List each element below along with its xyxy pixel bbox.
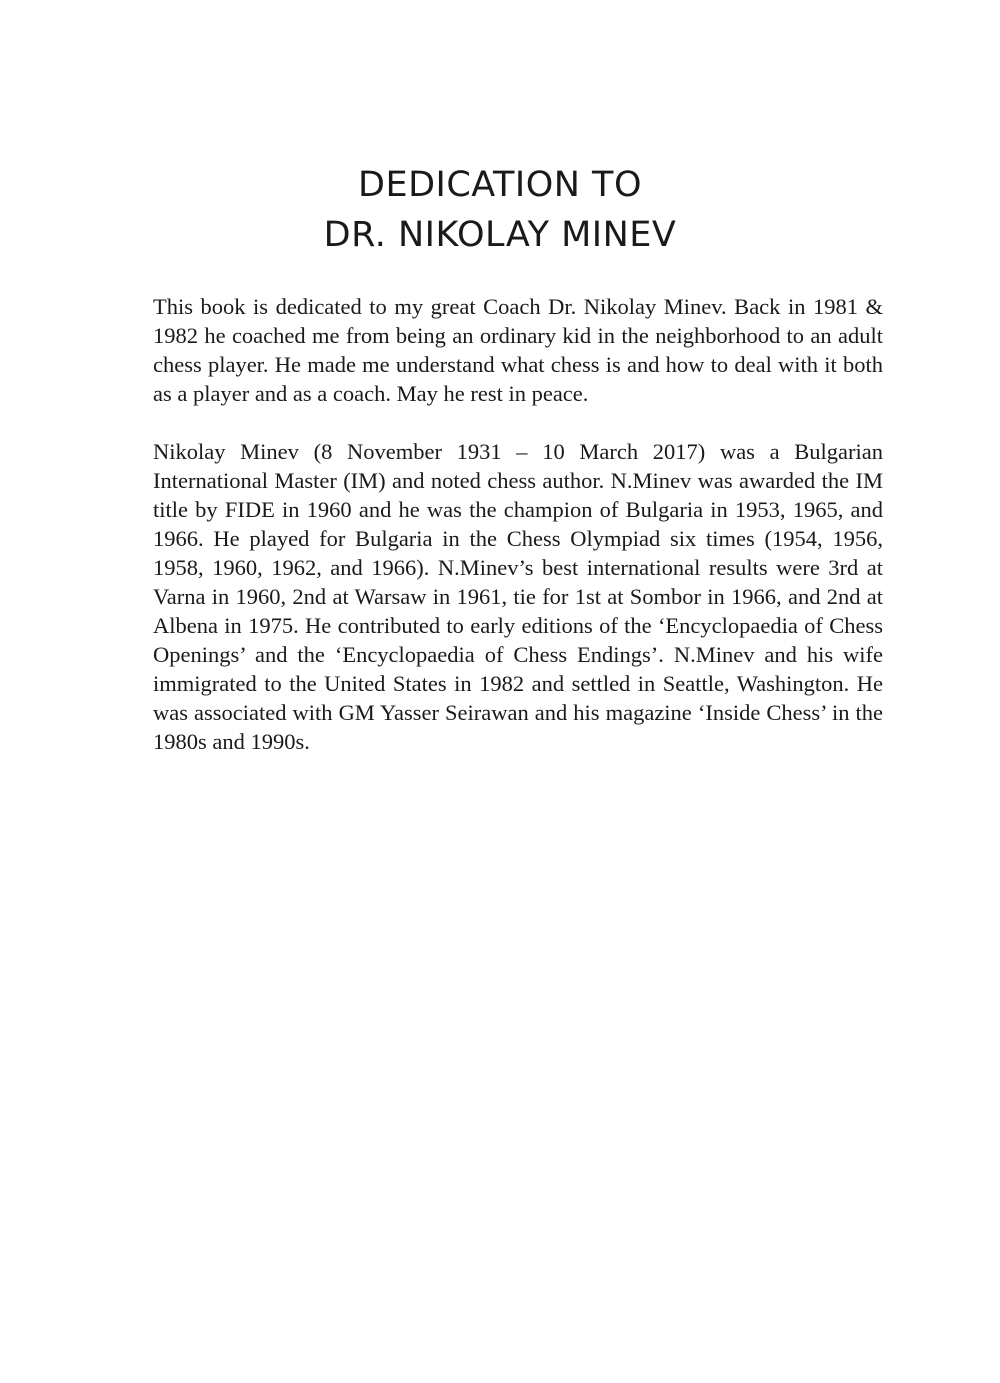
biography-paragraph: Nikolay Minev (8 November 1931 – 10 March 2017) was a Bulgarian International Master (IM) and noted chess author. N.Minev was awarded the IM title by FIDE in 1960 and he was the champion of Bulgaria in 1953, 1965, and 1966. He played for Bulgaria in the Chess Olympiad six times (1954, 1956, 1958, 1960, 1962, and 1966). N.Minev’s best international results were 3rd at Varna in 1960, 2nd at Warsaw in 1961, tie for 1st at Sombor in 1966, and 2nd at Albena in 1975. He contributed to early editions of the ‘Encyclopaedia of Chess Openings’ and the ‘Encyclopaedia of Chess Endings’. N.Minev and his wife immigrated to the United States in 1982 and settled in Seattle, Washington. He was associated with GM Yasser Seirawan and his magazine ‘Inside Chess’ in the 1980s and 1990s. xyxy=(153,439,883,754)
body-text xyxy=(153,292,883,756)
page-title xyxy=(0,160,1000,260)
title-line-1: DEDICATION TO xyxy=(358,165,642,205)
dedication-paragraph: This book is dedicated to my great Coach Dr. Nikolay Minev. Back in 1981 & 1982 he coached me from being an ordinary kid in the neighborhood to an adult chess player. He made me understand what chess is and how to deal with it both as a player and as a coach. May he rest in peace. xyxy=(153,294,883,406)
title-line-2: DR. NIKOLAY MINEV xyxy=(323,215,677,255)
